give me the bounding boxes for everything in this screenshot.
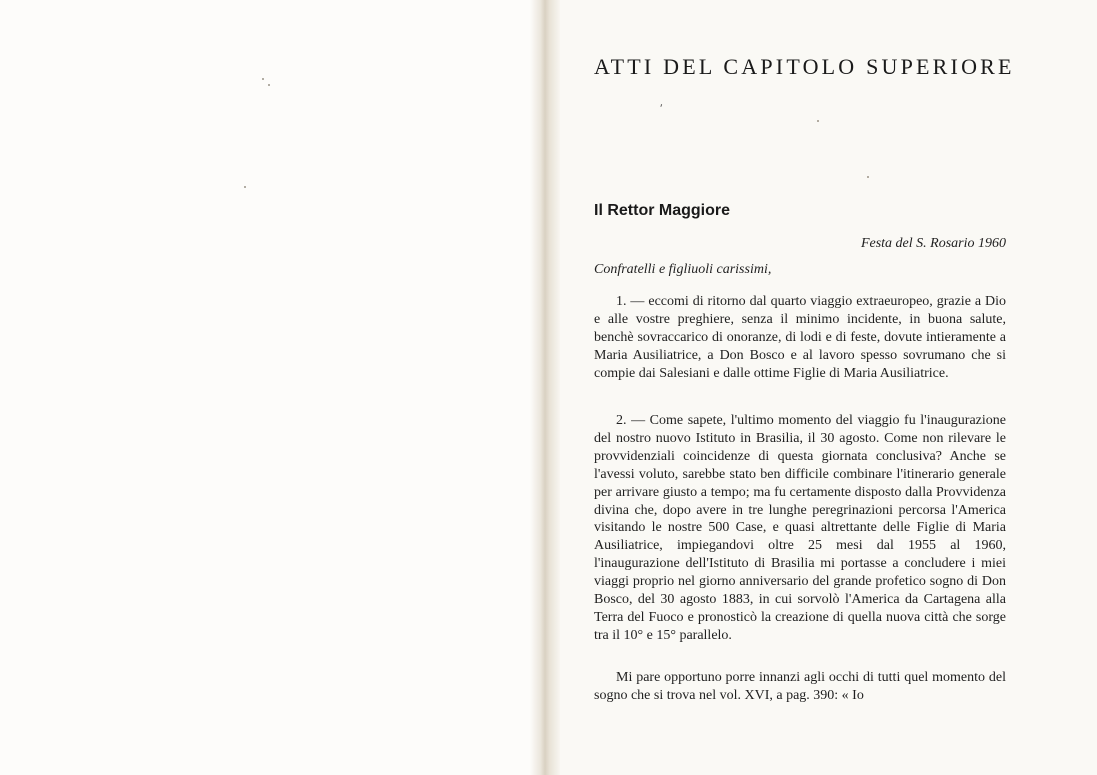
salutation: Confratelli e figliuoli carissimi, (594, 262, 772, 277)
paragraph-2: 2. — Come sapete, l'ultimo momento del viaggio fu l'inaugurazione del nostro nuovo Istituto in Brasilia, il 30 agosto. Come non rilevare le provvidenziali coincidenze di questa giornata conclusiva? Anche se l'avessi voluto, sarebbe stato ben difficile combinare l'itinerario generale per arrivare giusto a tempo; ma fu certamente disposto dalla Provvidenza divina che, dopo avere in tre lunghe peregrinazioni percorsa l'America visitando le nostre 500 Case, e quasi altrettante delle Figlie di Maria Ausiliatrice, impiegandovi oltre 25 mesi dal 1955 al 1960, l'inaugurazione dell'Istituto di Brasilia mi portasse a concludere i miei viaggi proprio nel giorno anniversario del grande profetico sogno di Don Bosco, del 30 agosto 1883, in cui sorvolò l'America da Cartagena alla Terra del Fuoco e pronosticò la creazione di quella nuova città che sorge tra il 10° e 15° parallelo. (594, 413, 1006, 643)
dateline: Festa del S. Rosario 1960 (860, 236, 1006, 251)
right-page (560, 0, 1097, 775)
section-title: Il Rettor Maggiore (594, 202, 731, 219)
paragraph-1: 1. — eccomi di ritorno dal quarto viaggio extraeuropeo, grazie a Dio e alle vostre preghiere, senza il minimo incidente, in buona salute, benchè sovraccarico di onoranze, di lodi e di feste, dovute intieramente a Maria Ausiliatrice, a Don Bosco e al lavoro spesso sovrumano che si compie dai Salesiani e dalle ottime Figlie di Maria Ausiliatrice. (594, 294, 1006, 381)
running-head: ATTI DEL CAPITOLO SUPERIORE (594, 54, 1015, 79)
paragraph-3: Mi pare opportuno porre innanzi agli occhi di tutti quel momento del sogno che si trova nel vol. XVI, a pag. 390: « Io (594, 670, 1006, 703)
book-gutter (530, 0, 560, 775)
left-page-blank (0, 0, 541, 775)
ink-mark: ⸴ (660, 98, 663, 110)
